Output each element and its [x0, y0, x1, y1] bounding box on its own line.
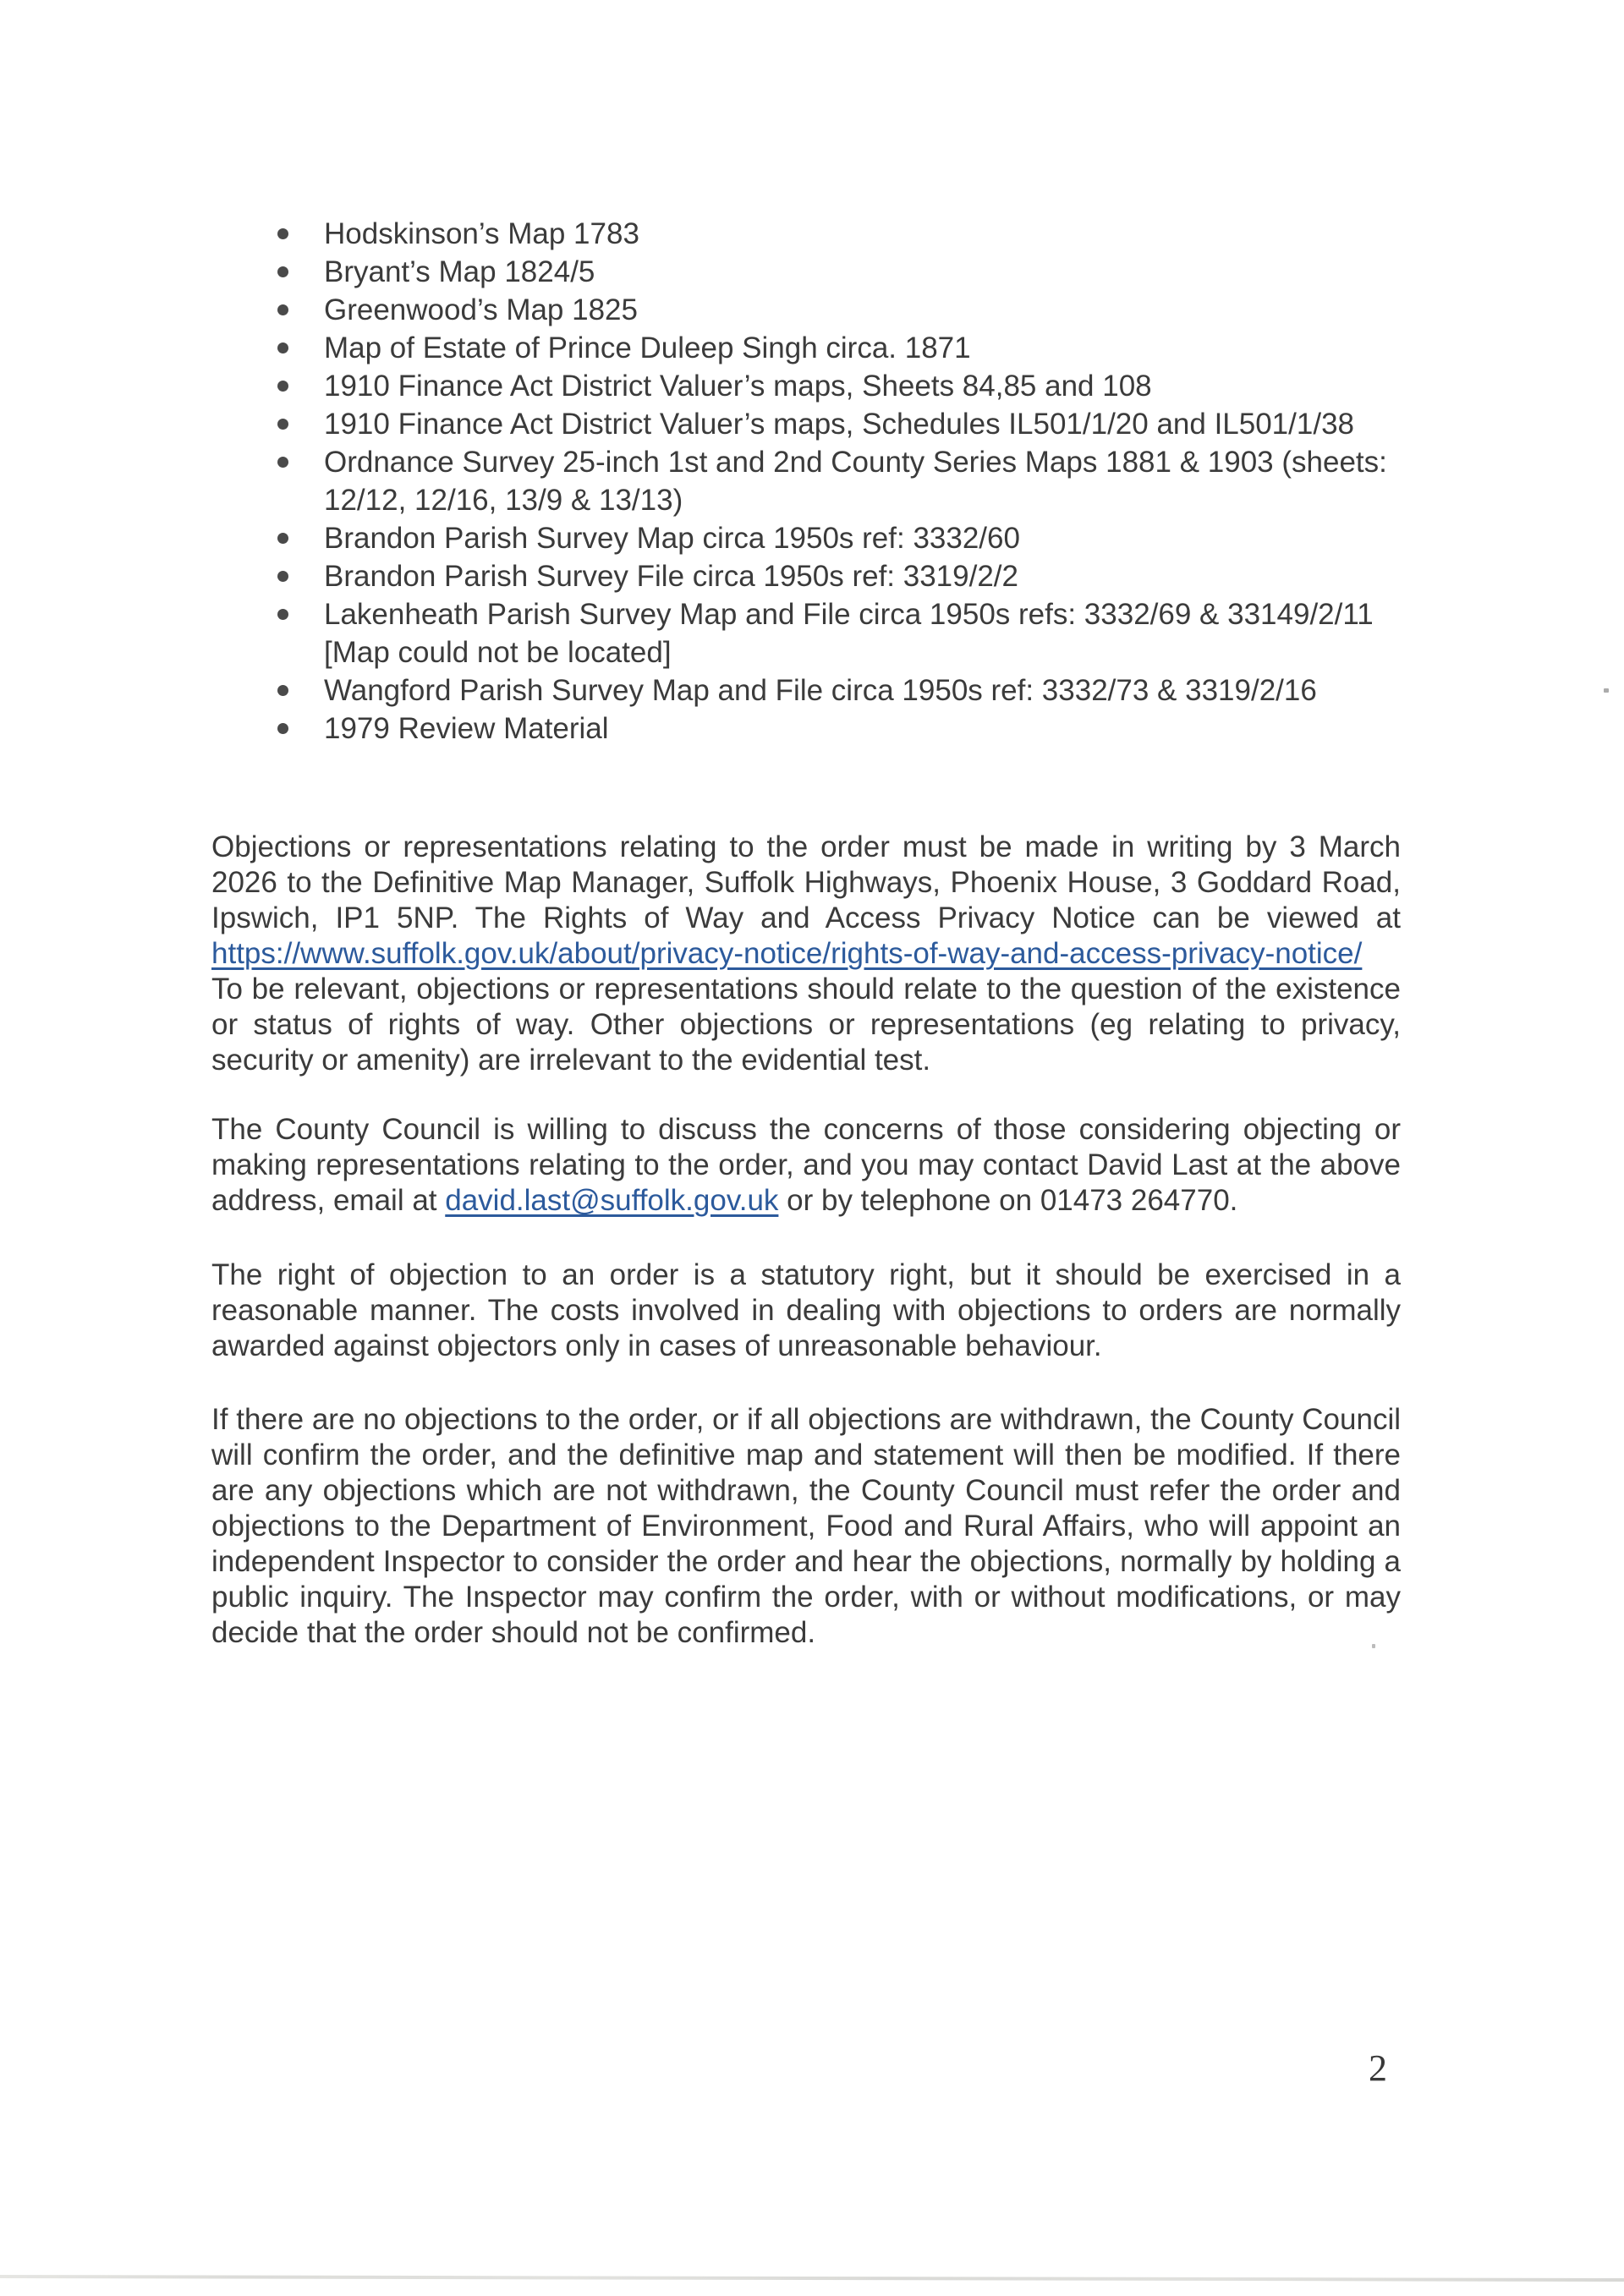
list-item-text: 1910 Finance Act District Valuer’s maps, Schedules IL501/1/20 and IL501/1/38: [324, 408, 1354, 441]
list-item: [211, 557, 1401, 595]
scan-edge-line: [0, 2275, 1624, 2282]
contact-text-after: or by telephone on 01473 264770.: [778, 1184, 1238, 1217]
bullet-icon: [277, 609, 288, 620]
bullet-icon: [277, 266, 288, 277]
list-item: [211, 367, 1401, 405]
bullet-icon: [277, 685, 288, 696]
list-item-text: Bryant’s Map 1824/5: [324, 255, 595, 288]
scan-artifact-speck: [1372, 1644, 1375, 1648]
sources-list: [211, 215, 1401, 748]
list-item-text: Brandon Parish Survey Map circa 1950s ref: 3332/60: [324, 522, 1020, 555]
bullet-icon: [277, 304, 288, 315]
list-item-text: Brandon Parish Survey File circa 1950s ref: 3319/2/2: [324, 560, 1018, 593]
paragraph-objections: [211, 830, 1401, 1078]
contact-text-before: The County Council is willing to discuss the concerns of those considering objecting or making representations relating to the order, and you may contact David Last at the above address, email at: [211, 1113, 1401, 1217]
bullet-icon: [277, 342, 288, 353]
list-item: [211, 710, 1401, 748]
list-item-text: 1979 Review Material: [324, 712, 609, 745]
bullet-icon: [277, 228, 288, 239]
bullet-icon: [277, 571, 288, 582]
list-item: [211, 253, 1401, 291]
paragraph-no-objections: If there are no objections to the order, or if all objections are withdrawn, the County Council will confirm the order, and the definitive map and statement will then be modified. If there are any objections which are not withdrawn, the County Council must refer the order and objections to the Department of Environment, Food and Rural Affairs, who will appoint an independent Inspector to consider the order and hear the objections, normally by holding a public inquiry. The Inspector may confirm the order, with or without modifications, or may decide that the order should not be confirmed.: [211, 1403, 1401, 1649]
list-item: [211, 405, 1401, 443]
list-item-text: Ordnance Survey 25-inch 1st and 2nd County Series Maps 1881 & 1903 (sheets: 12/12, 12/16, 13/9 & 13/13): [324, 446, 1387, 517]
bullet-icon: [277, 457, 288, 468]
scan-artifact-speck: [1604, 688, 1609, 693]
objections-text-after: To be relevant, objections or representations should relate to the question of the existence or status of rights of way. Other objections or representations (eg relating to privacy, security or amenity) are irrelevant to the evidential test.: [211, 973, 1401, 1077]
list-item: [211, 671, 1401, 710]
bullet-icon: [277, 381, 288, 392]
objections-text-before: Objections or representations relating to the order must be made in writing by 3 March 2026 to the Definitive Map Manager, Suffolk Highways, Phoenix House, 3 Goddard Road, Ipswich, IP1 5NP. The Rights of Way and Access Privacy Notice can be viewed at: [211, 830, 1401, 934]
bullet-icon: [277, 419, 288, 430]
list-item-text: 1910 Finance Act District Valuer’s maps, Sheets 84,85 and 108: [324, 370, 1152, 403]
bullet-icon: [277, 723, 288, 734]
list-item-text: Map of Estate of Prince Duleep Singh circa. 1871: [324, 332, 971, 364]
list-item-text: Wangford Parish Survey Map and File circa 1950s ref: 3332/73 & 3319/2/16: [324, 674, 1317, 707]
page-number: 2: [1369, 2047, 1387, 2089]
list-item: [211, 291, 1401, 329]
list-item-text: Greenwood’s Map 1825: [324, 293, 638, 326]
list-item: [211, 329, 1401, 367]
email-link[interactable]: david.last@suffolk.gov.uk: [445, 1184, 779, 1217]
bullet-icon: [277, 533, 288, 544]
list-item-text: Hodskinson’s Map 1783: [324, 217, 639, 250]
list-item: [211, 595, 1401, 671]
paragraph-contact: [211, 1112, 1401, 1219]
paragraph-right-of-objection: The right of objection to an order is a statutory right, but it should be exercised in a reasonable manner. The costs involved in dealing with objections to orders are normally awarded against objectors only in cases of unreasonable behaviour.: [211, 1258, 1401, 1362]
list-item: [211, 443, 1401, 519]
list-item: [211, 215, 1401, 253]
privacy-notice-link[interactable]: https://www.suffolk.gov.uk/about/privacy-notice/rights-of-way-and-access-privacy-notice/: [211, 937, 1363, 970]
list-item: [211, 519, 1401, 557]
list-item-text: Lakenheath Parish Survey Map and File circa 1950s refs: 3332/69 & 33149/2/11 [Map could not be located]: [324, 598, 1374, 669]
